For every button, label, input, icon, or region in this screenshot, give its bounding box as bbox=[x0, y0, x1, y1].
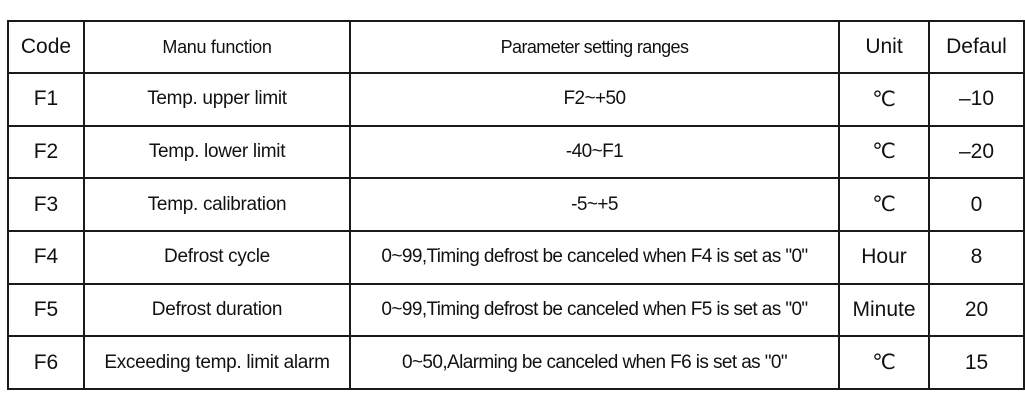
cell-default: –10 bbox=[929, 73, 1024, 126]
cell-code: F6 bbox=[8, 336, 84, 389]
cell-unit: ℃ bbox=[839, 126, 929, 179]
cell-unit: ℃ bbox=[839, 178, 929, 231]
parameter-table bbox=[7, 20, 1025, 390]
header-default: Defaul bbox=[929, 21, 1024, 73]
cell-function: Temp. calibration bbox=[84, 178, 350, 231]
cell-range: F2~+50 bbox=[350, 73, 839, 126]
cell-code: F1 bbox=[8, 73, 84, 126]
header-row bbox=[8, 21, 1024, 73]
header-unit: Unit bbox=[839, 21, 929, 73]
table-header bbox=[8, 21, 1024, 73]
header-function: Manu function bbox=[84, 21, 350, 73]
cell-code: F4 bbox=[8, 231, 84, 284]
cell-code: F5 bbox=[8, 284, 84, 337]
table-row bbox=[8, 178, 1024, 231]
cell-range: -40~F1 bbox=[350, 126, 839, 179]
cell-default: 15 bbox=[929, 336, 1024, 389]
cell-unit: Minute bbox=[839, 284, 929, 337]
cell-range: 0~99,Timing defrost be canceled when F4 is set as "0" bbox=[350, 231, 839, 284]
cell-function: Exceeding temp. limit alarm bbox=[84, 336, 350, 389]
cell-unit: ℃ bbox=[839, 73, 929, 126]
cell-code: F3 bbox=[8, 178, 84, 231]
cell-function: Temp. lower limit bbox=[84, 126, 350, 179]
table-row bbox=[8, 231, 1024, 284]
table-row bbox=[8, 73, 1024, 126]
cell-code: F2 bbox=[8, 126, 84, 179]
cell-default: –20 bbox=[929, 126, 1024, 179]
cell-function: Temp. upper limit bbox=[84, 73, 350, 126]
table-row bbox=[8, 284, 1024, 337]
cell-default: 8 bbox=[929, 231, 1024, 284]
cell-function: Defrost duration bbox=[84, 284, 350, 337]
cell-unit: ℃ bbox=[839, 336, 929, 389]
table-row bbox=[8, 126, 1024, 179]
cell-unit: Hour bbox=[839, 231, 929, 284]
header-code: Code bbox=[8, 21, 84, 73]
cell-function: Defrost cycle bbox=[84, 231, 350, 284]
cell-default: 20 bbox=[929, 284, 1024, 337]
cell-range: 0~50,Alarming be canceled when F6 is set as "0" bbox=[350, 336, 839, 389]
cell-range: 0~99,Timing defrost be canceled when F5 is set as "0" bbox=[350, 284, 839, 337]
table-body bbox=[8, 73, 1024, 389]
table-row bbox=[8, 336, 1024, 389]
header-range: Parameter setting ranges bbox=[350, 21, 839, 73]
cell-default: 0 bbox=[929, 178, 1024, 231]
cell-range: -5~+5 bbox=[350, 178, 839, 231]
